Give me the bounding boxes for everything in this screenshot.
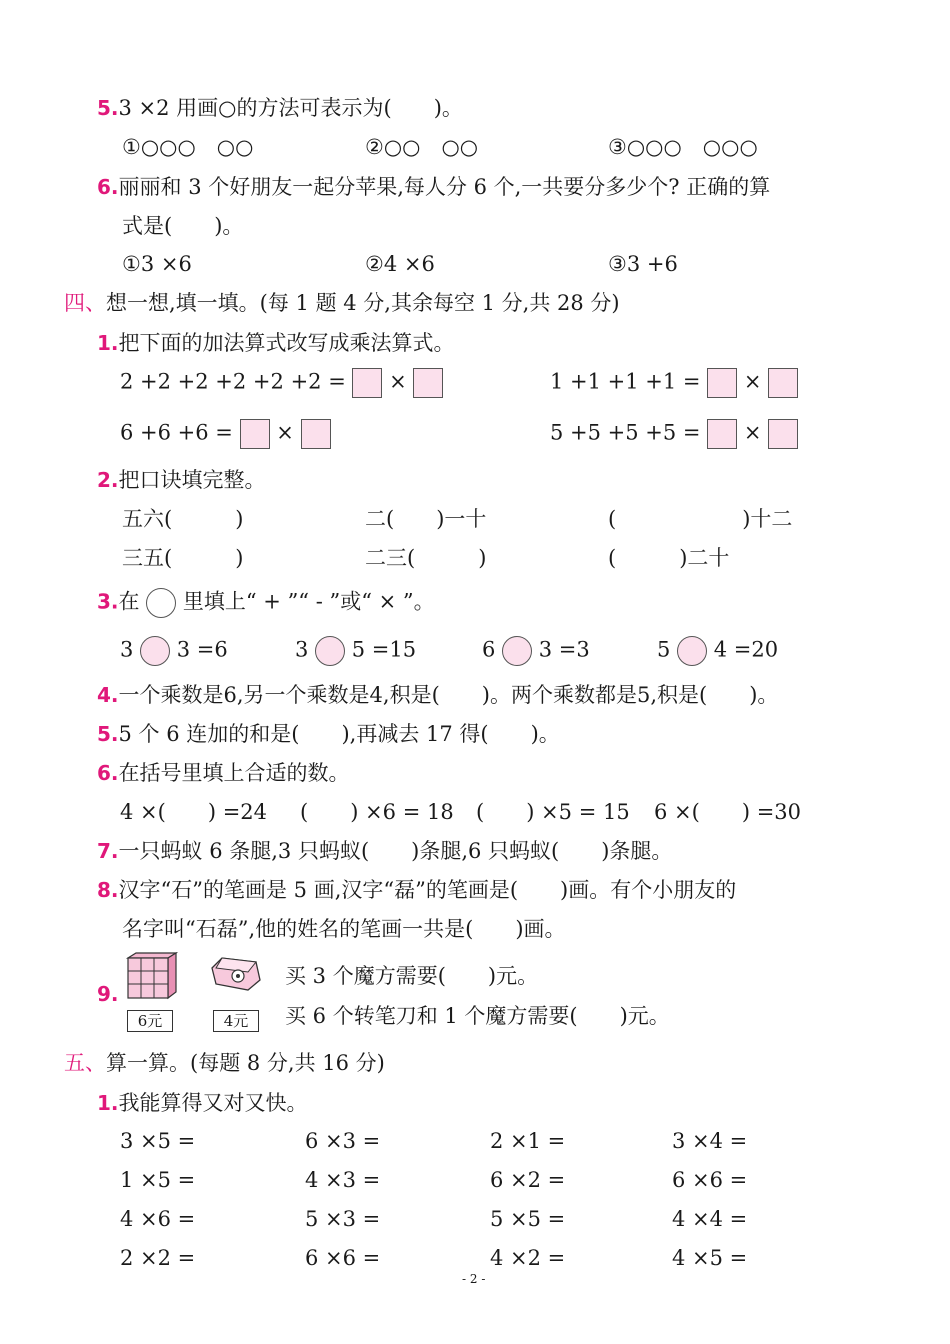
- calc-item[interactable]: 4 ×3 =: [305, 1168, 381, 1192]
- times-sign: ×: [276, 420, 294, 445]
- section-title: 想一想,填一填。(每 1 题 4 分,其余每空 1 分,共 28 分): [106, 291, 620, 315]
- fill-blank[interactable]: 二( )一十: [365, 507, 487, 531]
- equation-row: [120, 368, 443, 398]
- operator-equation: [120, 636, 228, 666]
- question-text: 把口诀填完整。: [118, 468, 266, 492]
- calc-item[interactable]: 5 ×3 =: [305, 1207, 381, 1231]
- option-2[interactable]: ②○○ ○○: [365, 135, 479, 159]
- operand-result: 5 =15: [351, 637, 417, 662]
- option-1[interactable]: ①○○○ ○○: [122, 135, 254, 159]
- answer-box[interactable]: [768, 368, 798, 398]
- question-text-line2: 式是( )。: [122, 214, 244, 238]
- equation: 2 +2 +2 +2 +2 +2 =: [120, 369, 346, 394]
- s4-question-5: [97, 721, 560, 747]
- calc-item[interactable]: 6 ×2 =: [490, 1168, 566, 1192]
- times-sign: ×: [743, 420, 762, 445]
- question-text-line2: 买 6 个转笔刀和 1 个魔方需要( )元。: [285, 1004, 670, 1028]
- calc-item[interactable]: 6 ×3 =: [305, 1129, 381, 1153]
- question-number: 2.: [97, 468, 119, 492]
- operand-result: 3 =3: [538, 637, 590, 662]
- operand: 3: [295, 637, 309, 662]
- times-sign: ×: [743, 369, 762, 394]
- s4-question-8: [97, 877, 736, 903]
- question-number: 3.: [97, 589, 119, 614]
- option-1[interactable]: ①3 ×6: [122, 252, 192, 276]
- circle-icon: [146, 588, 176, 618]
- operand-result: 3 =6: [176, 637, 228, 662]
- question-text: 在括号里填上合适的数。: [118, 761, 350, 785]
- question-text: 我能算得又对又快。: [118, 1091, 308, 1115]
- s4-question-7: [97, 838, 672, 864]
- fill-equation[interactable]: 4 ×( ) =24: [120, 800, 268, 824]
- equation: 1 +1 +1 +1 =: [550, 369, 701, 394]
- operand: 6: [482, 637, 496, 662]
- s4-question-1: [97, 330, 455, 356]
- fill-blank[interactable]: 五六( ): [122, 507, 244, 531]
- calc-item[interactable]: 4 ×5 =: [672, 1246, 748, 1270]
- question-text-line1: 丽丽和 3 个好朋友一起分苹果,每人分 6 个,一共要分多少个? 正确的算: [118, 175, 771, 199]
- operator-equation: [657, 636, 778, 666]
- question-text: 一个乘数是6,另一个乘数是4,积是( )。两个乘数都是5,积是( )。: [118, 683, 779, 707]
- answer-box[interactable]: [413, 368, 443, 398]
- section-mark: 五、: [64, 1051, 106, 1075]
- question-number: 4.: [97, 683, 119, 707]
- calc-item[interactable]: 4 ×2 =: [490, 1246, 566, 1270]
- pencil-sharpener-icon: [208, 954, 264, 994]
- fill-equation[interactable]: ( ) ×6 = 18: [300, 800, 454, 824]
- fill-equation[interactable]: ( ) ×5 = 15: [476, 800, 630, 824]
- question-6-top: [97, 174, 770, 200]
- times-sign: ×: [389, 369, 407, 394]
- question-number: 6.: [97, 175, 119, 199]
- fill-blank[interactable]: ( )十二: [608, 507, 793, 531]
- operator-equation: [295, 636, 416, 666]
- answer-box[interactable]: [707, 368, 737, 398]
- s4-question-4: [97, 682, 778, 708]
- question-text-line2: 名字叫“石磊”,他的姓名的笔画一共是( )画。: [122, 917, 566, 941]
- operator-circle[interactable]: [502, 636, 532, 666]
- calc-item[interactable]: 4 ×4 =: [672, 1207, 748, 1231]
- question-text: 一只蚂蚁 6 条腿,3 只蚂蚁( )条腿,6 只蚂蚁( )条腿。: [118, 839, 673, 863]
- price-tag-cube: 6元: [127, 1010, 173, 1032]
- option-3[interactable]: ③3 +6: [608, 252, 678, 276]
- calc-item[interactable]: 2 ×2 =: [120, 1246, 196, 1270]
- question-number: 9.: [97, 982, 119, 1006]
- answer-box[interactable]: [301, 419, 331, 449]
- equation-row: [120, 419, 331, 449]
- s4-question-3: [97, 588, 435, 618]
- fill-blank[interactable]: ( )二十: [608, 546, 730, 570]
- operand: 3: [120, 637, 134, 662]
- equation-row: [550, 419, 798, 449]
- operand-result: 4 =20: [713, 637, 779, 662]
- answer-box[interactable]: [240, 419, 270, 449]
- calc-item[interactable]: 6 ×6 =: [305, 1246, 381, 1270]
- question-number: 5.: [97, 96, 119, 120]
- question-5-top: [97, 95, 463, 121]
- question-number: 1.: [97, 331, 119, 355]
- equation: 5 +5 +5 +5 =: [550, 420, 701, 445]
- operator-circle[interactable]: [140, 636, 170, 666]
- price-tag-sharpener: 4元: [213, 1010, 259, 1032]
- page-number: - 2 -: [462, 1272, 486, 1286]
- operator-circle[interactable]: [677, 636, 707, 666]
- section-5-heading: [64, 1050, 385, 1076]
- calc-item[interactable]: 3 ×5 =: [120, 1129, 196, 1153]
- calc-item[interactable]: 1 ×5 =: [120, 1168, 196, 1192]
- question-post: 里填上“ + ”“ - ”或“ × ”。: [182, 589, 435, 614]
- answer-box[interactable]: [707, 419, 737, 449]
- option-3[interactable]: ③○○○ ○○○: [608, 135, 758, 159]
- question-text-line1: 汉字“石”的笔画是 5 画,汉字“磊”的笔画是( )画。有个小朋友的: [118, 878, 737, 902]
- s4-question-6: [97, 760, 350, 786]
- calc-item[interactable]: 6 ×6 =: [672, 1168, 748, 1192]
- answer-box[interactable]: [768, 419, 798, 449]
- section-mark: 四、: [64, 291, 106, 315]
- answer-box[interactable]: [352, 368, 382, 398]
- question-pre: 在: [118, 589, 140, 614]
- fill-blank[interactable]: 三五( ): [122, 546, 244, 570]
- operator-circle[interactable]: [315, 636, 345, 666]
- calc-item[interactable]: 2 ×1 =: [490, 1129, 566, 1153]
- question-text-line1: 买 3 个魔方需要( )元。: [285, 964, 539, 988]
- section-title: 算一算。(每题 8 分,共 16 分): [106, 1051, 385, 1075]
- question-text: 3 ×2 用画○的方法可表示为( )。: [118, 96, 463, 120]
- question-number: 6.: [97, 761, 119, 785]
- operand: 5: [657, 637, 671, 662]
- option-2[interactable]: ②4 ×6: [365, 252, 435, 276]
- calc-item[interactable]: 4 ×6 =: [120, 1207, 196, 1231]
- question-text: 5 个 6 连加的和是( ),再减去 17 得( )。: [118, 722, 560, 746]
- s4-question-2: [97, 467, 266, 493]
- question-number: 1.: [97, 1091, 119, 1115]
- fill-blank[interactable]: 二三( ): [365, 546, 487, 570]
- s5-question-1: [97, 1090, 308, 1116]
- question-number: 5.: [97, 722, 119, 746]
- magic-cube-icon: [120, 952, 178, 1004]
- calc-item[interactable]: 5 ×5 =: [490, 1207, 566, 1231]
- question-number: 8.: [97, 878, 119, 902]
- calc-item[interactable]: 3 ×4 =: [672, 1129, 748, 1153]
- equation-row: [550, 368, 798, 398]
- question-number: 7.: [97, 839, 119, 863]
- section-4-heading: [64, 290, 620, 316]
- fill-equation[interactable]: 6 ×( ) =30: [654, 800, 802, 824]
- operator-equation: [482, 636, 590, 666]
- equation: 6 +6 +6 =: [120, 420, 233, 445]
- question-text: 把下面的加法算式改写成乘法算式。: [118, 331, 455, 355]
